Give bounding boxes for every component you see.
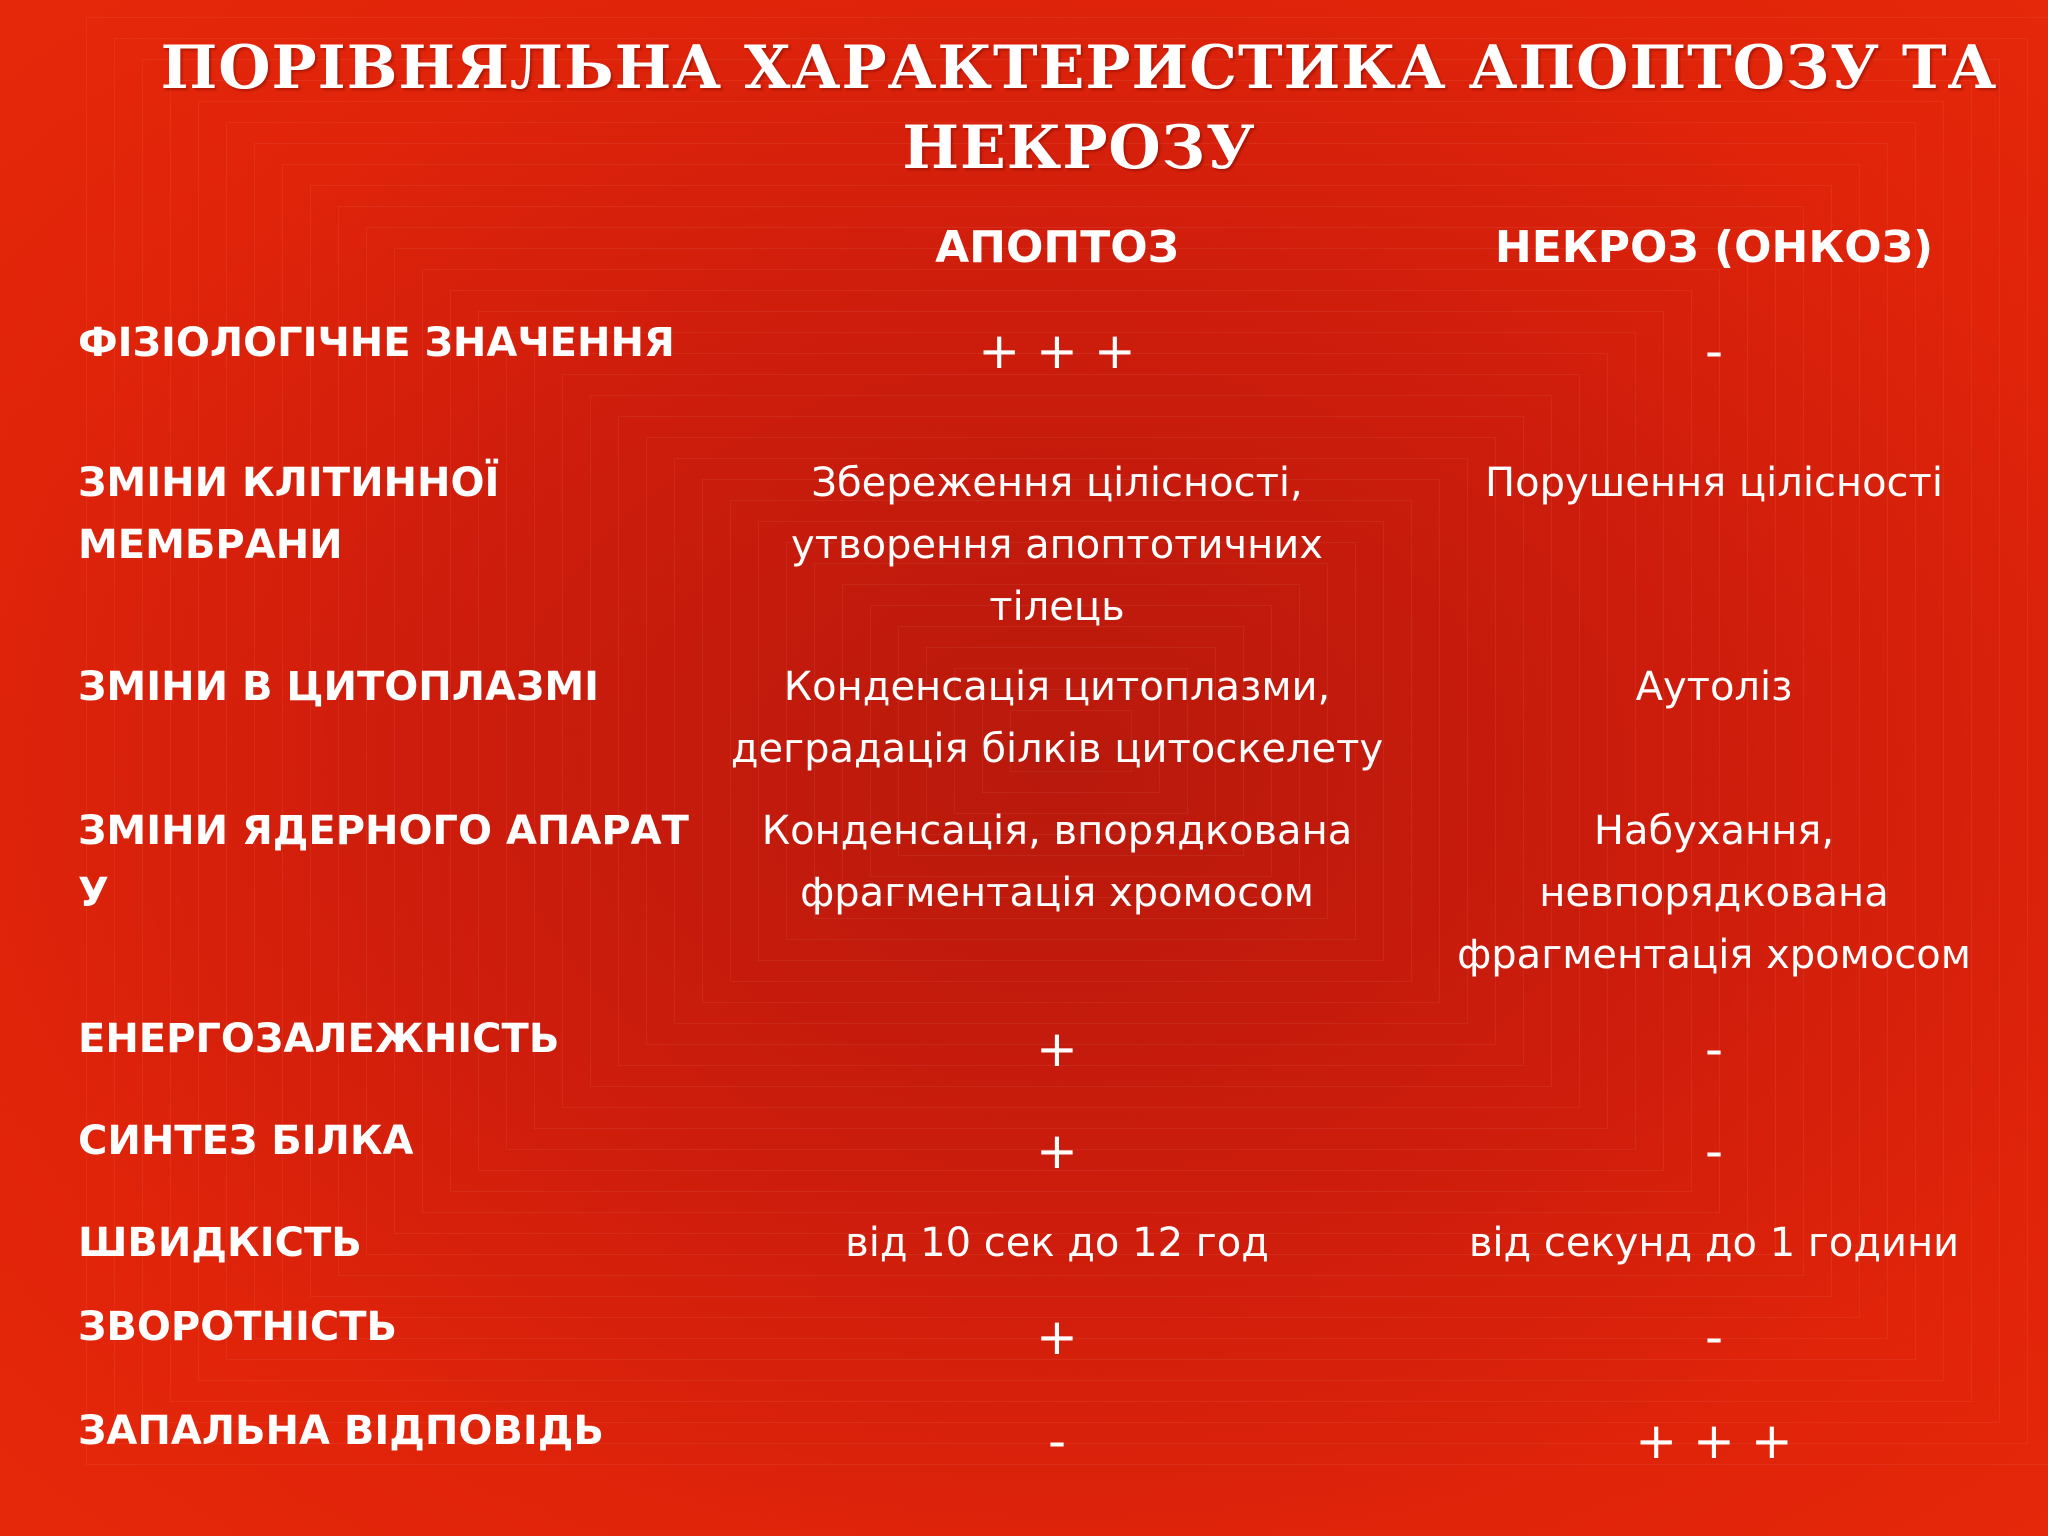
cell-apoptosis-cytoplasm: Конденсація цитоплазми, деградація білків цитоскелету	[730, 664, 1384, 772]
cell-necrosis-speed: від секунд до 1 години	[1468, 1220, 1960, 1266]
row-label-energy: ЕНЕРГОЗАЛЕЖНІСТЬ	[78, 1016, 560, 1062]
cell-necrosis-protein-synthesis: -	[1704, 1122, 1724, 1180]
cell-necrosis-cytoplasm: Аутоліз	[1635, 664, 1793, 710]
cell-apoptosis-nucleus: Конденсація, впорядкована фрагментація хромосом	[761, 808, 1353, 916]
row-label-membrane: ЗМІНИ КЛІТИННОЇ МЕМБРАНИ	[78, 460, 500, 568]
cell-necrosis-energy: -	[1704, 1020, 1724, 1078]
row-label-reversibility: ЗВОРОТНІСТЬ	[78, 1304, 398, 1350]
row-label-speed: ШВИДКІСТЬ	[78, 1220, 362, 1266]
cell-necrosis-physiological: -	[1704, 322, 1724, 380]
cell-necrosis-inflammation: + + +	[1635, 1412, 1793, 1470]
row-label-physiological: ФІЗІОЛОГІЧНЕ ЗНАЧЕННЯ	[78, 320, 675, 366]
cell-apoptosis-speed: від 10 сек до 12 год	[845, 1220, 1269, 1266]
cell-apoptosis-energy: +	[1036, 1020, 1078, 1078]
column-header-apoptosis: АПОПТОЗ	[935, 222, 1179, 273]
row-label-cytoplasm: ЗМІНИ В ЦИТОПЛАЗМІ	[78, 664, 600, 710]
cell-apoptosis-inflammation: -	[1047, 1412, 1067, 1470]
slide-title: ПОРІВНЯЛЬНА ХАРАКТЕРИСТИКА АПОПТОЗУ ТА НЕКРОЗУ	[160, 33, 1998, 183]
cell-apoptosis-physiological: + + +	[978, 322, 1136, 380]
cell-necrosis-reversibility: -	[1704, 1308, 1724, 1366]
cell-necrosis-membrane: Порушення цілісності	[1485, 460, 1943, 506]
row-label-nucleus: ЗМІНИ ЯДЕРНОГО АПАРАТ У	[78, 808, 689, 916]
row-label-protein-synthesis: СИНТЕЗ БІЛКА	[78, 1118, 414, 1164]
cell-apoptosis-membrane: Збереження цілісності, утворення апоптотичних тілець	[791, 460, 1323, 630]
cell-necrosis-nucleus: Набухання, невпорядкована фрагментація хромосом	[1457, 808, 1971, 978]
cell-apoptosis-reversibility: +	[1036, 1308, 1078, 1366]
column-header-necrosis: НЕКРОЗ (ОНКОЗ)	[1494, 222, 1934, 273]
cell-apoptosis-protein-synthesis: +	[1036, 1122, 1078, 1180]
row-label-inflammation: ЗАПАЛЬНА ВІДПОВІДЬ	[78, 1408, 604, 1454]
